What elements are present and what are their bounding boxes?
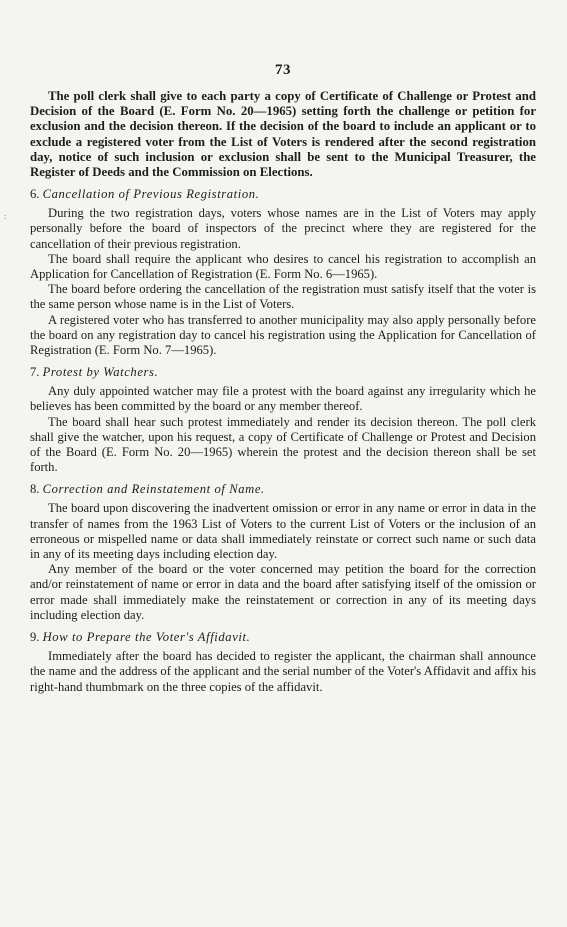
section-number: 6. [30, 187, 40, 202]
section-paragraph: The board shall require the applicant who desires to cancel his registration to accomplish an Application for Cancellation of Registration (E. Form No. 6—1965). [30, 251, 536, 282]
section-number: 9. [30, 630, 40, 645]
section-number: 8. [30, 482, 40, 497]
section-heading [30, 187, 536, 202]
section-heading [30, 630, 536, 645]
section-title: How to Prepare the Voter's Affidavit. [42, 630, 251, 645]
intro-paragraph: The poll clerk shall give to each party a copy of Certificate of Challenge or Protest and Decision of the Board (E. Form No. 20—1965) setting forth the challenge or petition for exclusion and the decision thereon. If the decision of the board to include an applicant or to exclude a registered voter from the List of Voters is rendered after the second registration day, notice of such inclusion or exclusion shall be sent to the Municipal Treasurer, the Register of Deeds and the Commission on Elections. [30, 89, 536, 180]
section-heading [30, 365, 536, 380]
document-page [30, 62, 536, 695]
margin-mark: : [4, 212, 7, 221]
section-paragraph: Any member of the board or the voter concerned may petition the board for the correction and/or reinstatement of name or error in data and the board after satisfying itself of the omission or error made shall immediately make the reinstatement or correction in any of its meeting days including election day. [30, 562, 536, 622]
section-paragraph: The board shall hear such protest immediately and render its decision thereon. The poll clerk shall give the watcher, upon his request, a copy of Certificate of Challenge or Protest and Decision of the Board (E. Form No. 20—1965) wherein the protest and the decision thereon shall be set forth. [30, 414, 536, 475]
section-title: Correction and Reinstatement of Name. [42, 482, 265, 497]
section-title: Cancellation of Previous Registration. [42, 187, 260, 202]
section-paragraph: The board upon discovering the inadvertent omission or error in any name or error in data in the transfer of names from the 1963 List of Voters to the current List of Voters or the inclusion of an erroneous or mispelled name or data shall immediately reinstate or correct such name or such data in any of its meeting days including election day. [30, 501, 536, 562]
section-paragraph: A registered voter who has transferred to another municipality may also apply personally before the board on any registration day to cancel his registration using the Application for Cancellation of Registration (E. Form No. 7—1965). [30, 312, 536, 358]
section-paragraph: Any duly appointed watcher may file a protest with the board against any irregularity which he believes has been committed by the board or any member thereof. [30, 384, 536, 414]
sections-container [30, 187, 536, 694]
page-number: 73 [275, 62, 291, 78]
section-paragraph: The board before ordering the cancellation of the registration must satisfy itself that the voter is the same person whose name is in the List of Voters. [30, 282, 536, 312]
section-heading [30, 482, 536, 497]
section-title: Protest by Watchers. [42, 365, 159, 380]
section-number: 7. [30, 365, 40, 380]
section-paragraph: During the two registration days, voters whose names are in the List of Voters may apply personally before the board of inspectors of the precinct where they are registered for the cancellation of their previous registration. [30, 206, 536, 251]
section-paragraph: Immediately after the board has decided to register the applicant, the chairman shall announce the name and the address of the applicant and the serial number of the Voter's Affidavit and affix his right-hand thumbmark on the three copies of the affidavit. [30, 649, 536, 694]
